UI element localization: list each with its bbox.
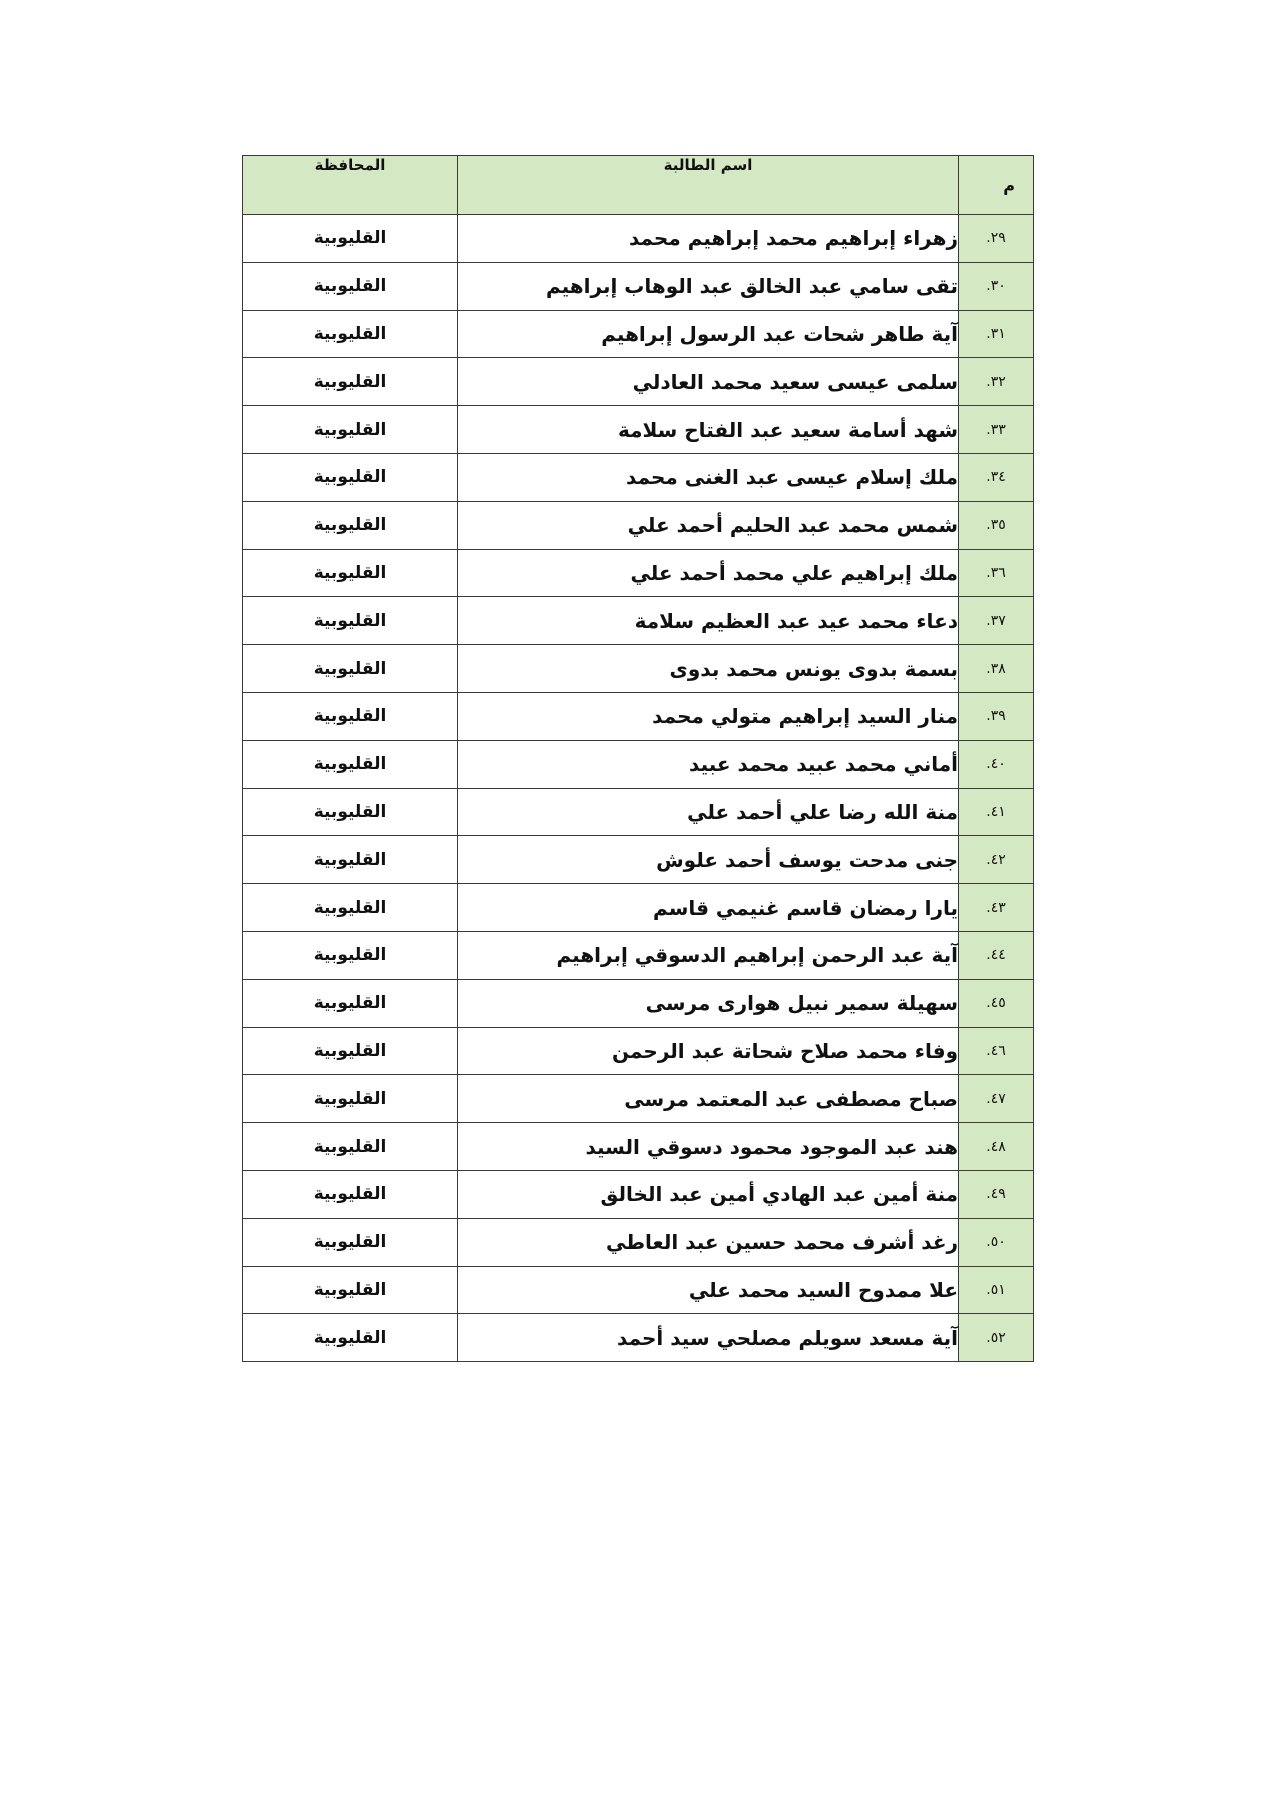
governorate: القليوبية — [243, 1170, 458, 1218]
row-number: ٤٩. — [959, 1170, 1034, 1218]
row-number: ٤٧. — [959, 1075, 1034, 1123]
governorate: القليوبية — [243, 1218, 458, 1266]
governorate: القليوبية — [243, 1075, 458, 1123]
table-row — [243, 788, 1034, 836]
student-name: أماني محمد عبيد محمد عبيد — [458, 740, 959, 788]
row-number: ٤٢. — [959, 836, 1034, 884]
student-name: منة الله رضا علي أحمد علي — [458, 788, 959, 836]
student-name: منة أمين عبد الهادي أمين عبد الخالق — [458, 1170, 959, 1218]
governorate: القليوبية — [243, 597, 458, 645]
table-row — [243, 501, 1034, 549]
row-number: ٣٣. — [959, 406, 1034, 454]
student-name: شهد أسامة سعيد عبد الفتاح سلامة — [458, 406, 959, 454]
student-name: تقى سامي عبد الخالق عبد الوهاب إبراهيم — [458, 262, 959, 310]
governorate: القليوبية — [243, 549, 458, 597]
governorate: القليوبية — [243, 836, 458, 884]
student-name: ملك إبراهيم علي محمد أحمد علي — [458, 549, 959, 597]
row-number: ٣٥. — [959, 501, 1034, 549]
governorate: القليوبية — [243, 1266, 458, 1314]
governorate: القليوبية — [243, 358, 458, 406]
student-name: ملك إسلام عيسى عبد الغنى محمد — [458, 453, 959, 501]
governorate: القليوبية — [243, 453, 458, 501]
governorate: القليوبية — [243, 1314, 458, 1362]
row-number: ٤٥. — [959, 979, 1034, 1027]
header-name: اسم الطالبة — [458, 156, 959, 215]
student-name: سلمى عيسى سعيد محمد العادلي — [458, 358, 959, 406]
student-name: زهراء إبراهيم محمد إبراهيم محمد — [458, 215, 959, 263]
governorate: القليوبية — [243, 645, 458, 693]
table-row — [243, 645, 1034, 693]
governorate: القليوبية — [243, 1027, 458, 1075]
table-row — [243, 1314, 1034, 1362]
row-number: ٤٨. — [959, 1123, 1034, 1171]
row-number: ٥١. — [959, 1266, 1034, 1314]
table-row — [243, 692, 1034, 740]
table-body — [243, 215, 1034, 1362]
student-name: شمس محمد عبد الحليم أحمد علي — [458, 501, 959, 549]
table-row — [243, 453, 1034, 501]
student-name: يارا رمضان قاسم غنيمي قاسم — [458, 884, 959, 932]
row-number: ٣٩. — [959, 692, 1034, 740]
row-number: ٤٤. — [959, 931, 1034, 979]
table-row — [243, 979, 1034, 1027]
table-row — [243, 1170, 1034, 1218]
table-row — [243, 1218, 1034, 1266]
header-row — [243, 156, 1034, 215]
student-name: بسمة بدوى يونس محمد بدوى — [458, 645, 959, 693]
governorate: القليوبية — [243, 1123, 458, 1171]
row-number: ٣٢. — [959, 358, 1034, 406]
student-name: وفاء محمد صلاح شحاتة عبد الرحمن — [458, 1027, 959, 1075]
governorate: القليوبية — [243, 788, 458, 836]
table-row — [243, 597, 1034, 645]
table-row — [243, 215, 1034, 263]
governorate: القليوبية — [243, 262, 458, 310]
table-header — [243, 156, 1034, 215]
row-number: ٥٠. — [959, 1218, 1034, 1266]
governorate: القليوبية — [243, 740, 458, 788]
row-number: ٤٣. — [959, 884, 1034, 932]
student-name: جنى مدحت يوسف أحمد علوش — [458, 836, 959, 884]
governorate: القليوبية — [243, 979, 458, 1027]
row-number: ٣٠. — [959, 262, 1034, 310]
student-name: صباح مصطفى عبد المعتمد مرسى — [458, 1075, 959, 1123]
table-row — [243, 836, 1034, 884]
student-name: هند عبد الموجود محمود دسوقي السيد — [458, 1123, 959, 1171]
row-number: ٣٨. — [959, 645, 1034, 693]
student-name: دعاء محمد عيد عبد العظيم سلامة — [458, 597, 959, 645]
student-name: آية عبد الرحمن إبراهيم الدسوقي إبراهيم — [458, 931, 959, 979]
table-row — [243, 1075, 1034, 1123]
row-number: ٥٢. — [959, 1314, 1034, 1362]
governorate: القليوبية — [243, 406, 458, 454]
student-name: علا ممدوح السيد محمد علي — [458, 1266, 959, 1314]
governorate: القليوبية — [243, 884, 458, 932]
row-number: ٤٦. — [959, 1027, 1034, 1075]
governorate: القليوبية — [243, 215, 458, 263]
table-row — [243, 884, 1034, 932]
row-number: ٤١. — [959, 788, 1034, 836]
table-row — [243, 549, 1034, 597]
header-governorate: المحافظة — [243, 156, 458, 215]
row-number: ٣٧. — [959, 597, 1034, 645]
students-table — [242, 155, 1034, 1362]
table-row — [243, 931, 1034, 979]
table-row — [243, 262, 1034, 310]
table-row — [243, 310, 1034, 358]
header-number: م — [959, 156, 1034, 215]
table-row — [243, 358, 1034, 406]
student-name: آية طاهر شحات عبد الرسول إبراهيم — [458, 310, 959, 358]
student-name: آية مسعد سويلم مصلحي سيد أحمد — [458, 1314, 959, 1362]
table-row — [243, 406, 1034, 454]
student-name: منار السيد إبراهيم متولي محمد — [458, 692, 959, 740]
table-row — [243, 1123, 1034, 1171]
row-number: ٣٤. — [959, 453, 1034, 501]
student-name: رغد أشرف محمد حسين عبد العاطي — [458, 1218, 959, 1266]
row-number: ٢٩. — [959, 215, 1034, 263]
row-number: ٣٦. — [959, 549, 1034, 597]
row-number: ٣١. — [959, 310, 1034, 358]
table-row — [243, 1027, 1034, 1075]
table-row — [243, 740, 1034, 788]
governorate: القليوبية — [243, 931, 458, 979]
table-row — [243, 1266, 1034, 1314]
row-number: ٤٠. — [959, 740, 1034, 788]
governorate: القليوبية — [243, 501, 458, 549]
governorate: القليوبية — [243, 692, 458, 740]
governorate: القليوبية — [243, 310, 458, 358]
student-name: سهيلة سمير نبيل هوارى مرسى — [458, 979, 959, 1027]
